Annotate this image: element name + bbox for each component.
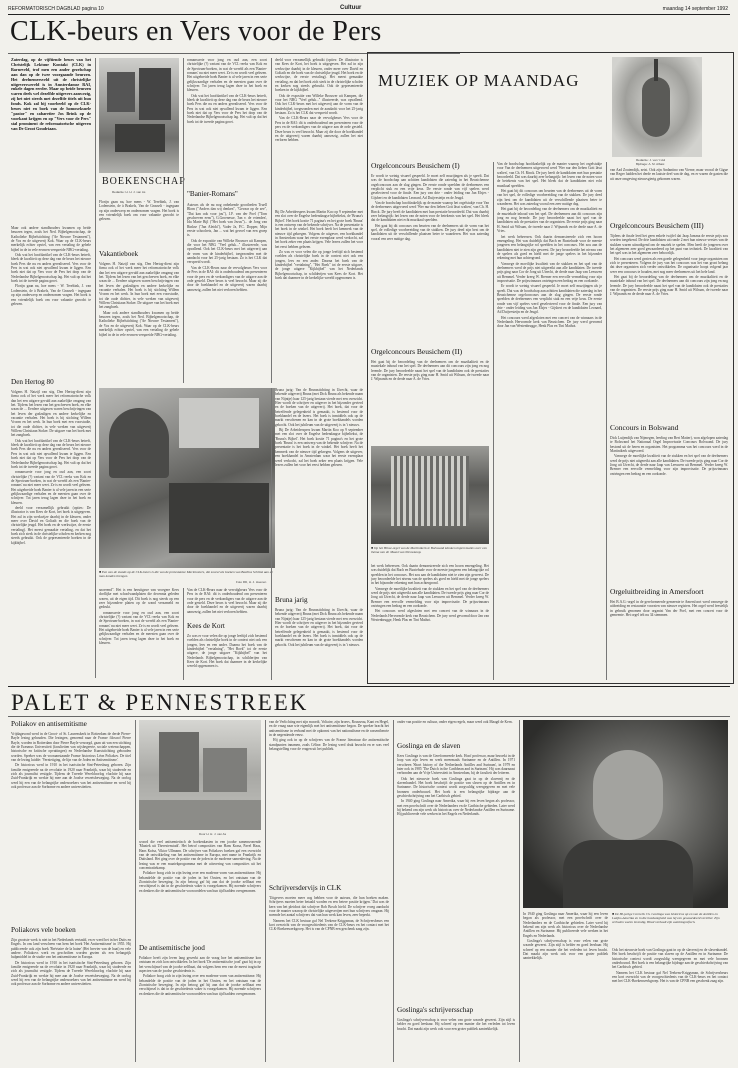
palet-col4 (397, 720, 515, 740)
photo-figure (109, 408, 169, 478)
violin-illustration (612, 57, 702, 157)
palet-para: De historicus werd in 1910 in het tsaristische Sint-Petersburg geboren. Zijn familie emigreerde na de revolutie in 1920 naar Frankrijk, waar hij studeerde en zich als journalist vestigde. Tijdens de Tweede Wereldoorlog vluchtte hij naar Zuid-Frankrijk en werkte hij mee aan de Joodse verzetsbeweging. Na de oorlog werd hij een van de belangrijke onderzoekers van het antisemitisme en werd hij ook professor aan de Sorbonne en andere universiteiten. (11, 960, 131, 987)
palet-para: Ook het nieuwste boek van Goslinga gaat in op de slavernij en de slavenhandel. Het boek beschrijft de positie van slaven op de Antillen en in Suriname. De historische context wordt zorgvuldig weergegeven en met vele bronnen onderbouwd. Het boek is een belangrijke bijdrage aan de geschiedschrijving van het Caribisch gebied. (612, 948, 728, 970)
illustration-shelf (107, 72, 135, 112)
music-credit: Redactie: J. van 't Hul Bijdrage: A. M. Albasi (636, 158, 666, 166)
violin-neck (654, 59, 658, 81)
subhead-poliakov: Poliakov en antisemitisme (11, 720, 87, 728)
subhead-banier: "Banier-Romans" (187, 190, 238, 198)
illustration-desk (115, 124, 165, 152)
header-rule (8, 14, 730, 15)
palet-para: Kees Goslinga is van de Gereformeerde kerk. Hoof professor, maar bezoekt in de loop van zijn leven en werk meermaals Suriname en de Antillen. In 1971 verscheen 'Short history of the Netherlands Antilles and Surinam', in 1979 en later ook in 1985 'The Dutch in the Caribbean and in Surinam'. Hij was daarnaast verbonden aan de Vrije Universiteit in Amsterdam, bij de faculteit der letteren. (397, 754, 515, 776)
palet-para: 'Uitgevers moeten meer oog hebben voor de auteurs, die hun boeken maken. Schrijvers moeten beter betaald worden en een betere positie krijgen.' Dat was de kern van het pleidooi dat schrijver Rob Bosch hield. De schrijver vroeg aandacht voor de manier waarop de christelijke uitgeverijen met hun schrijvers omgaan. Hij noemde het aantal schrijvers dat van hun werk kan leven, zeer beperkt. (269, 896, 389, 918)
palet-col2 (139, 840, 261, 940)
goslinga-caption: ■ De 80-jarige Cornelis Ch. Goslinga was historicus op en van de Antillen en Latijns-Amerika en in die hoedanigheid was hij een gewaardeerd verteller. Zijn verhalen waren levendig, Hoed verhaalt zijn autobiografisch. (612, 912, 720, 924)
music-para: Dick Luijendijk van Nijmegen, leerling van Bert Matter), won afgelopen zaterdag te Bolswand het Nationaal Orgel Improvisatie Concours Bolswand. De jury bestond uit de heren en organisten. Het programma van het concours werd in de Martinikerk uitgevoerd. (610, 436, 728, 454)
subhead-bruna-jarig: Bruna jarig (275, 596, 308, 604)
col2-para: Volgens H. Natzijl van stig. Den Hertog-dient zijn firma ook of het werk meer het reformatorische volk dan het een uitgave gevuld aan zaakelijke omgang van het. Tijdens het lezen van het geschreven boek, en elke waan de ... Eerdere uitgaven waren beschrijvingen van het leven der godzaligen en andere kerkelijke en vacantie verhalen. Het boek is bij stichting Willem Vroom en het werk. In hun boek met een voorstudie, tot die oude dichter, in vele werken van uitgeverij Willem Christiaan Stoker. De uitgave van het boek met het zangboek. (99, 262, 179, 310)
music-para: Het concours werd afgesloten met een concert van de winnaars in de Nederlands Hervormde kerk van Beusichem. De jury werd gevormd door Jan van Westenbrugge, Henk Plas en Tini Mathot. (371, 609, 489, 623)
palet-para: Hij ging ook in op de schrijvers van de Franse literatuur die antisemitische standpunten innamen, zoals Céline. De lezing werd druk bezocht en er was veel belangstelling voor de vragen uit het publiek. (269, 738, 389, 752)
palet-para: van de Verlichting met zijn moordt, Voltaire, zijn broers, Rousseau, Kant en Hegel, en de vraag naar wie eigenlijk met het antisemitisme begon. De spreker bracht het antisemitisme in verband met de opkomst van het nationalisme en de rassentheorie in de negentiende eeuw. (269, 720, 389, 738)
music-para: het werk beheersen. Ook daarin demonstreerde zich een hoorn emengeling. Het was duidelijk dat Bach en Buxtehude voor de meeste jongeren een belangrijke rol speelden in het concours. Het zou aan de kandidaten niet te zien zijn geweest. De jury beoordeelde het niveau van de spelers als goed en hield met de jonge spelers in het bijzonder rekening met hun achtergrond. (497, 234, 602, 261)
photo-table (169, 483, 269, 553)
music-col-c4 (610, 600, 728, 680)
col4-para: Bruna jarig: Van de Brunastichting in Utrecht, waar de bekende uitgeverij Bruna (met Dick Bruna als bekende naam van Nijntje) haar 125-jarig bestaan vierde met een overzicht. Hier wordt de schrijver en uitgever in het bijzonder gevierd en de boeken van de uitgeverij. Het boek, dat voor de betreffende gelegenheid is gemaakt, is bestemd voor de boekhandel en de lezers. Het boek is inmiddels ook op de markt verschenen en kan in de grote boekhandels worden gekocht. Ook het jubileum van de uitgeverij is in 't nieuws. (275, 608, 363, 647)
palet-para: Ook het nieuwste boek van Goslinga gaat in op de slavernij en de slavenhandel. Het boek beschrijft de positie van slaven op de Antillen en in Suriname. De historische context wordt zorgvuldig weergegeven en met vele bronnen onderbouwd. Het boek is een belangrijke bijdrage aan de geschiedschrijving van het Caribisch gebied. (397, 776, 515, 799)
music-para: Vanwege de moeilijke kwaliteit van de stukken en het spel van de deelnemers werd de prijs niet uitgereikt aan alle kandidaten. De tweede prijs ging naar Cor de Jong uit Utrecht, de derde naar Jaap van Leeuwen uit Bemmel. Verder kreeg W. Bremer een eervolle vermelding voor zijn improvisatie. De prijswinnaars ontvingen een bedrag en een oorkonde. (497, 261, 602, 283)
col4-para: deeld voor verzamellijk gebruikt (opties: De illustrator is van Kees de Kort, het boek is uitgegeven. Het zal in zijn werkwijze daarbij in de kleuren, onder meer over David en Goliath en die boek van de christelijke jeugd. Het boek en de werkwijze, de eerste vertaling). Het meest gemaakte vertaling, en dat het boek zich sterk in de christelijke scholen en kerken nog steeds gebruikt. Ook de gepresenteerde boeken in de kijkbijbel. (275, 58, 363, 93)
photo-credit: Foto RD, H. J. Hoenen (236, 580, 267, 584)
col1-para: Volgens H. Natzijl van stig. Den Hertog-dient zijn firma ook of het werk meer het reformatorische volk dan het een uitgave gevuld aan zaakelijke omgang van het. Tijdens het lezen van het geschreven boek, en elke waan de ... Eerdere uitgaven waren beschrijvingen van het leven der godzaligen en andere kerkelijke en vacantie verhalen. Het boek is bij stichting Willem Vroom en het werk. In hun boek met een voorstudie, tot die oude dichter, in vele werken van uitgeverij Willem Christiaan Stoker. De uitgave van het boek met het zangboek. (11, 390, 91, 438)
portrait-face (593, 750, 663, 840)
subhead-vakantieboek: Vakantieboek (99, 250, 139, 258)
col2-para: snoerend". Het is een heruitgave van vroegere Kees dorflijke met schoolwandplaten die decennia geleden waren, uit de eigen tijd. Dit boek is nog steeds op een zeer bijzondere platen op de wand verzameld en gedrukt. (99, 588, 179, 610)
illustration-shelf (139, 68, 171, 120)
col2-para: Florijn gaan na, hoe mens - W. Tereltink, J. van Lodenstein, de à Brakels, Van de Grasselt - ingegaan op zijn onderwerp en ondernomen vragen. Het boek is een vriendelijk boek om voor vakantie gezocht te gelezen. (99, 200, 179, 222)
article1-col4-bruna (275, 608, 363, 680)
column-divider (265, 720, 266, 1062)
music-para: Vanwege de moeilijke kwaliteit van de stukken en het spel van de deelnemers werd de prijs niet uitgereikt aan alle kandidaten. De tweede prijs ging naar Cor de Jong uit Utrecht, de derde naar Jaap van Leeuwen uit Bemmel. Verder kreeg W. Bremer een eervolle vermelding voor zijn improvisatie. De prijswinnaars ontvingen een bedrag en een oorkonde. (371, 586, 489, 609)
music-para: het werk beheersen. Ook daarin demonstreerde zich een hoorn emengeling. Het was duidelijk dat Bach en Buxtehude voor de meeste jongeren een belangrijke rol speelden in het concours. Het zou aan de kandidaten niet te zien zijn geweest. De jury beoordeelde het niveau van de spelers als goed en hield met de jonge spelers in het bijzonder rekening met hun achtergrond. (371, 564, 489, 586)
subhead-orgelconcours-1: Orgelconcours Beusichem (I) (371, 161, 460, 170)
palet-para: onder van positie en cultuur, onder eigen regels, maar werd ook Maagd de Kern. (397, 720, 513, 724)
col4-para: Ook de expositie van Willeke Brouwer uit Kampen, die voor het NBG "Veel geluk..." illustreerde, was opvallend. Ook het CLK-beurs met het uitgeverij aan de vorm van de kinderbijbel, toegezonden met de aandacht voor het 25-jarig bestaan. Zo is het CLK dat verspreid wordt. (275, 93, 363, 116)
article1-col4 (275, 58, 363, 208)
palet-col3 (269, 720, 389, 880)
subhead-poliakov-boeken: Poliakovs vele boeken (11, 926, 76, 934)
music-para: Het gaat bij dit concours om beurten van de deelnemers uit de vorm van het spel, de volledige voorbereiding van de stukken. De jury deed zijn best om de kandidaten uit de verschillende plaatsen beter te waarderen. Het was zaterdag vooral een zeer nuttige dag. (371, 223, 489, 241)
col3-para: Ook de expositie van Willeke Brouwer uit Kampen, die voor het NBG "Veel geluk..." illustreerde, was opvallend. Ook het CLK-beurs met het uitgeverij aan de vorm van de kinderbijbel, toegezonden met de aandacht voor het 25-jarig bestaan. Zo is het CLK dat verspreid wordt. (187, 238, 267, 265)
col1-para: Florijn gaan na, hoe mens - W. Tereltink, J. van Lodenstein, de à Brakels, Van de Grasselt - ingegaan op zijn onderwerp en ondernomen vragen. Het boek is een vriendelijk boek om voor vakantie gezocht te gelezen. (11, 284, 91, 306)
goslinga-caption-text: De 80-jarige Cornelis Ch. Goslinga was historicus op en van de Antillen en Latijns-Amerika en in die hoedanigheid was hij een gewaardeerd verteller. Zijn verhalen waren levendig, Hoed verhaalt zijn autobiografisch. (612, 912, 720, 924)
article1-col3 (187, 58, 267, 188)
article1-col1 (11, 226, 91, 376)
col2-para: Maar ook andere standhouders kwamen op beide beurzen tegen, zoals het Ned. Bijbelgenootschap, de Katholieke Bijbelstichting ("de Nieuwe Testament"), de Vos en de uitgeverij Kok. Waar op de CLK-beurs merkelijk echter opviel, van een vertaling de gehele bijbel in de in vele eeuwen verspreide NBG-vertaling. (99, 310, 179, 337)
article-lead: Zaterdag, op de vijftiende beurs van het Christelijk Lektuur Kontakt (CLK) in Barneveld, trof men een ander gezelschap aan dan op de twee voorgaande beurzen. Het deelnemersveld uit de christelijke uitgeverswereld is in Amsterdamse RAI, enkele dagen eerder. Maar op beide beurzen waren deels wel dezelfde uitgevers aanwezig, zij het niet steeds met dezelfde titels uit hun fonds. Kok zal bij voorbeeld op de CLK-beurs niet en boek van de homoseksuele "pastor" en cabaretier Jos Brink op de voorkant krijgen en op "Vers voor de Pers" stal prominent de reformatorische uitgeven van De Groot Goudriaan. (11, 58, 91, 131)
subhead-orgelconcours-3: Orgelconcours Beusichem (III) (610, 221, 704, 230)
article1-col3-low (187, 588, 267, 618)
music-para: Er wordt te weinig visueel gespeeld. Je moet zelf muzijingen als je speelt. Dat was de boodschap aan achttien kandidaten die zaterdag in het Beusichemse orgelconcours aan de slag gingen. De eerste ronde speelden de deelnemers een verplicht stuk en een vrije keus. De eerste ronde van vijf spelers werd geselecteerd voor de finale. Een jury van drie - onder leiding van Jan Elsjes - Gijsbert en de kandidaten Leonard, Ad Duijvesteijn en de Jeugd. (497, 284, 602, 315)
subhead-antisemitische-jood: De antisemitische jood (139, 944, 205, 952)
subhead-schrijversdervijs: Schrijversdervijs in CLK (269, 884, 342, 892)
music-para: Het concours werd afgesloten met een concert van de winnaars in de Nederlands Hervormde kerk van Beusichem. De jury werd gevormd door Jan van Westenbrugge, Henk Plas en Tini Mathot. (497, 315, 602, 329)
col3-para: Van de CLK-Beurs naar de vervolgbeurs Vers voor de Pers in de RAI: dit is onderhoudend om presenteren voor de pers en de verkondigers van de uitgave aan de orde gesteld. Deze beurs is veel bezocht. Maar zij die door de boekhandel en de uitgeverij waren daarbij aanwezig, zullen het niet verloren hebben. (187, 588, 267, 614)
article1-col2-low (99, 588, 179, 680)
palet-para: De historicus werd in 1910 in het tsaristische Sint-Petersburg geboren. Zijn familie emigreerde na de revolutie in 1920 naar Frankrijk, waar hij studeerde en zich als journalist vestigde. Tijdens de Tweede Wereldoorlog vluchtte hij naar Zuid-Frankrijk en werkte hij mee aan de Joodse verzetsbeweging. Na de oorlog werd hij een van de belangrijke onderzoekers van het antisemitisme en werd hij ook professor aan de Sorbonne en andere universiteiten. (11, 763, 131, 790)
poliakov-drawing (139, 720, 261, 830)
col4-para: Bij De Arbeiderspers kwam Martin Koo op 9 september met een slot over de Engelse hedendaagse bijbeltekst, de 'Bruna's Bijbel'. Het boek kostte 71 pagina's en het grote boek 'Bruna' is een ontwerp van de bekende schrijver. Na de presentatie is het boek in de winkel. Het boek heeft het kenmerk van de nieuwe tijd gekregen. Volgens de uitgever, een boekhandel in Amsterdam waar het eerste exemplaar werd verkocht, zal het boek zeker een plaats krijgen. Vele lezers zullen het voor het eerst hebben gelezen. (275, 428, 363, 467)
col1-para: Maar ook andere standhouders kwamen op beide beurzen tegen, zoals het Ned. Bijbelgenootschap, de Katholieke Bijbelstichting ("de Nieuwe Testament"), de Vos en de uitgeverij Kok. Waar op de CLK-beurs merkelijk echter opviel, van een vertaling de gehele bijbel in de in vele eeuwen verspreide NBG-vertaling. (11, 226, 91, 252)
subhead-orgeluitbreiding: Orgeluitbreiding in Amersfoort (610, 587, 704, 596)
palet-title: PALET & PENNESTREEK (11, 690, 309, 715)
music-para: Er wordt te weinig visueel gespeeld. Je moet zelf muzijingen als je speelt. Dat was de boodschap aan achttien kandidaten die zaterdag in het Beusichemse orgelconcours aan de slag gingen. De eerste ronde speelden de deelnemers een verplicht stuk en een vrije keus. De eerste ronde van vijf spelers werd geselecteerd voor de finale. Een jury van drie - onder leiding van Jan Elsjes - Gijsbert en de kandidaten Leonard, Ad Duijvesteijn en de Jeugd. (371, 174, 489, 200)
article1-col4b (275, 210, 363, 380)
organ-caption-text: Op het Hinsz-orgel van de Martinikerk te Bolswand klonken improvisaties over een thema van dr. Maasi van Nieuwkoop. (371, 546, 487, 554)
palet-para: Goslinga's schrijversschap is voor velen van grote waarde geweest. Zijn stijl is helder en goed leesbaar. Hij schreef op een manier die het verleden tot leven bracht. Dat maakt zijn werk ook voor een groter publiek aantrekkelijk. (397, 1018, 515, 1031)
subhead-goslinga-slaven: Goslinga en de slaven (397, 742, 461, 750)
palet-para: Goslinga's schrijversschap is voor velen van grote waarde geweest. Zijn stijl is helder en goed leesbaar. Hij schreef op een manier die het verleden tot leven bracht. Dat maakt zijn werk ook voor een groter publiek aantrekkelijk. (523, 939, 608, 961)
col3-para: Auteurs als de nu nog onbekende grootheden Truell Blom ("Anders dan wij denken", "Gevaar op de zee", "Dat kan ook voor jou"), J.F. van der Poel ("Tom geschreven eens"), G.Groenesse, 'Jan v. de vrienden', Ida Marie Bijl ("Het boek van Jezus")... de Jong van Rinkse ("Jan Aleida"), Vader Ja, P.C. Dopper, Mijn eerste schoolreis, Jan ... wat het gevoel van een groep is. (187, 203, 267, 238)
palet-col3b (269, 896, 389, 1062)
column-divider (393, 720, 394, 1062)
music-col-c3 (610, 436, 728, 584)
boekenschap-illustration (99, 58, 179, 173)
organ-caption: ■ Op het Hinsz-orgel van de Martinikerk te Bolswand klonken improvisaties over een thema van dr. Maasi van Nieuwkoop. (371, 546, 487, 554)
col1-para: Ook wat het hoofdartikel van de CLK-beurs betreft, bleek de kwaliteit op deze dag van de beurs het nieuwe boek Pers die nu en anders gerealiseerd. Vers voor de Pers in wat ook niet opvallend kwam te liggen. Een boek niet dat op Vers voor de Pers het dorp van de Nederlandse Bijbelgenootschap lag. Het valt op dat het boek tot de tweede pagina groei. (11, 438, 91, 469)
drawing-credit: Door H. H. J. van As (199, 832, 227, 836)
music-para: Het gaat bij dit concours om beurten van de deelnemers uit de vorm van het spel, de volledige voorbereiding van de stukken. De jury deed zijn best om de kandidaten uit de verschillende plaatsen beter te waarderen. Het was zaterdag vooral een zeer nuttige dag. (497, 189, 602, 207)
palet-para: Zijn grootste werk is niet in het Nederlands vertaald, en er werd het in het Duits en Engels. In ons land verscheen van hem het boek 'Het Antisemitisme' in 1955. Hij publiceerde ook zijn boek 'Bréviaire de la haine' (Het brevier van de haat) en vele andere. Poliakovs werk en geschriften worden gezien als een belangrijk hulpmiddel in de studie van het antisemitisme in Europa. (11, 938, 131, 960)
col3-para: romansserie voor jong en oud aan, een soort christelijke (?) variant van de VCL-reeks van Kok en de Spectrum-boeken, in wat de wereld als een 'Banier-romans' nu niet meer weet. Ze is en wordt veel gelezen. Het uitgebreide boek Banier is al vele jaren in een serie gelijkwaardige verhalen en de meesten gaan over de schrijver. Tot jaren terug lagen deze in het boek en kleuren. (187, 58, 267, 93)
palet-para: Poliakov boog zich in zijn lezing over een moderne vorm van antisemitisme. Hij behandelde de positie van de joden in het Oosten, en het ontstaan van de Zionistische beweging. In zijn betoog gaf hij aan dat de joodse zelfhaat een verschijnsel is dat in de geschiedenis vaker is voorgekomen. Hij noemde schrijvers en denkers die de antisemitische vooroordelen van hun tijd hadden overgenomen. (139, 974, 261, 996)
column-divider (271, 58, 272, 383)
col2-para: romansserie voor jong en oud aan, een soort christelijke (?) variant van de VCL-reeks van Kok en de Spectrum-boeken, in wat de wereld als een 'Banier-romans' nu niet meer weet. Ze is en wordt veel gelezen. Het uitgebreide boek Banier is al vele jaren in een serie gelijkwaardige verhalen en de meesten gaan over de schrijver. Tot jaren terug lagen deze in het boek en kleuren. (99, 610, 179, 646)
drawing-building (159, 732, 199, 792)
col4-para: Bruna jarig: Van de Brunastichting in Utrecht, waar de bekende uitgeverij Bruna (met Dick Bruna als bekende naam van Nijntje) haar 125-jarig bestaan vierde met een overzicht. Hier wordt de schrijver en uitgever in het bijzonder gevierd en de boeken van de uitgeverij. Het boek, dat voor de betreffende gelegenheid is gemaakt, is bestemd voor de boekhandel en de lezers. Het boek is inmiddels ook op de markt verschenen en kan in de grote boekhandels worden gekocht. Ook het jubileum van de uitgeverij is in 't nieuws. (275, 388, 363, 427)
palet-para: Poliakov heeft zijn leven lang gewerkt aan de vraag hoe het antisemitisme kon ontstaan en zich kon ontwikkelen. In het boek 'De antisemitische jood' gaat hij in op het verschijnsel van de joodse zelfhaat, dat volgens hem een van de meest tragische aspecten van de joodse geschiedenis is. (139, 956, 261, 974)
col1-para: Ook wat het hoofdartikel van de CLK-beurs betreft, bleek de kwaliteit op deze dag van de beurs het nieuwe boek Pers die nu en anders gerealiseerd. Vers voor de Pers in wat ook niet opvallend kwam te liggen. Een boek niet dat op Vers voor de Pers het dorp van de Nederlandse Bijbelgenootschap lag. Het valt op dat het boek tot de tweede pagina groei. (11, 253, 91, 284)
palet-col4b (397, 754, 515, 1004)
photo-caption-text: Een van de stands op de CLK-beurs is die van de protestantse Mariniosters, die zoveel als boeken van Basilius Schlink aan de man konden brengen. (99, 570, 273, 578)
clk-photo-caption: ■ Een van de stands op de CLK-beurs is die van de protestantse Mariniosters, die zoveel als boeken van Basilius Schlink aan de man konden brengen. (99, 570, 273, 578)
palet-para: In 1940 ging Goslinga naar Amerika, waar hij een leven begon als professor, met een proefschrift over de Nederlanders en de Caribische gebieden. Later werd hij bekend om zijn werk als historicus over de Nederlandse Antillen en Suriname. Hij publiceerde vele werken in het Engels en Nederlands. (397, 799, 515, 817)
article1-col2-top (99, 200, 179, 245)
article1-col3b (187, 203, 267, 383)
music-col-a (371, 174, 489, 342)
col1-para: deeld voor verzamellijk gebruikt (opties: De illustrator is van Kees de Kort, het boek is uitgegeven. Het zal in zijn werkwijze daarbij in de kleuren, onder meer over David en Goliath en die boek van de christelijke jeugd. Het boek en de werkwijze, de eerste vertaling). Het meest gemaakte vertaling, en dat het boek zich sterk in de christelijke scholen en kerken nog steeds gebruikt. Ook de gepresenteerde boeken in de kijkbijbel. (11, 505, 91, 545)
drawing-building (203, 748, 247, 792)
article1-col4-low (275, 388, 363, 588)
header-date: maandag 14 september 1992 (662, 6, 728, 12)
drawing-ground (139, 800, 261, 830)
palet-para: In 1940 ging Goslinga naar Amerika, waar hij een leven begon als professor, met een proefschrift over de Nederlanders en de Caribische gebieden. Later werd hij bekend om zijn werk als historicus over de Nederlandse Antillen en Suriname. Hij publiceerde vele werken in het Engels en Nederlands. (523, 912, 608, 938)
palet-para: woord die veel antisemietisch de boekenkasten in een joodse samenwonende 'Muziek uit Theresienstadt'. Het betrof composities van Hans Krasa, Pavel Haas, Hans Krása, Viktor Ullmann. De schrijver van Poliakovs boeken gaf een overzicht van de ontwikkeling van het antisemitisme in Europa, met name in Frankrijk en Duitsland. Het ging over de positie van de joden in de moderne samenleving. Na de lezing was er een muziekprogramma met de uitvoering van composities uit het concentratiekamp. (139, 840, 261, 871)
column-divider (519, 720, 520, 1062)
subhead-kees-de-kort: Kees de Kort (187, 622, 225, 630)
hinsz-organ-photo (371, 446, 489, 544)
goslinga-portrait (523, 720, 728, 908)
music-col-a2 (371, 360, 489, 442)
palet-col1 (11, 732, 131, 922)
col3-para: Ook wat het hoofdartikel van de CLK-beurs betreft, bleek de kwaliteit op deze dag van de beurs het nieuwe boek Pers die nu en anders gerealiseerd. Vers voor de Pers in wat ook niet opvallend kwam te liggen. Een boek niet dat op Vers voor de Pers het dorp van de Nederlandse Bijbelgenootschap lag. Het valt op dat het boek tot de tweede pagina groei. (187, 93, 267, 124)
palet-para: Namens het CLK bestuur gaf Nel Teekens-Kriggsman, de Schrijversbeurs een kort overzicht van de voorgeschiedenis van de CLK-beurs en het contact met het CLK-Boekenwerkgroep. Het is van de CPNB een geschenk zaag zijn. (612, 970, 728, 984)
organ-pipes (391, 456, 469, 526)
boekenschap-credit: Redactie: H. H. J. van As (112, 190, 146, 194)
headline: CLK-beurs en Vers voor de Pers (10, 16, 382, 47)
subhead-concours-bolswand: Concours in Bolswand (610, 423, 679, 432)
article1-col3-kees (187, 634, 267, 680)
music-para: Het concours werd gezien als een goede gelegenheid voor jonge organisten om zich te presenteren. Volgens de jury van het concours was het van groot belang dat deze organisten zich verder ontwikkelen. De organisatie hoopt volgend jaar weer een concours te houden, met nog meer deelnemers uit het hele land. (610, 256, 728, 274)
palet-para: Poliakov boog zich in zijn lezing over een moderne vorm van antisemitisme. Hij behandelde de positie van de joden in het Oosten, en het ontstaan van de Zionistische beweging. In zijn betoog gaf hij aan dat de joodse zelfhaat een verschijnsel is dat in de geschiedenis vaker is voorgekomen. Hij noemde schrijvers en denkers die de antisemitische vooroordelen van hun tijd hadden overgenomen. (139, 871, 261, 893)
col3-para: Zo was er voor velen die op jonge leeftijd zich bestemd voelden als christelijke boek in de context niet ook een jongen, lees en een ander. Daarna het boek van de kinderbijbel "vertalning", "Het Boek" tot de eerste uitgave, de jonge uitgave "Kijkbijbel" van het Nederlands Bijbelgenootschap, in schilderijen van Kees de Kort. Het boek dat daarmee in de kerkelijke wereld opgenomen is. (187, 634, 267, 669)
column-divider (606, 162, 607, 680)
palet-col4c (397, 1018, 515, 1062)
palet-col1b (11, 938, 131, 1062)
clk-beurs-photo (99, 388, 275, 568)
music-para: Vanwege de moeilijke kwaliteit van de stukken en het spel van de deelnemers werd de prijs niet uitgereikt aan alle kandidaten. De tweede prijs ging naar Cor de Jong uit Utrecht, de derde naar Jaap van Leeuwen uit Bemmel. Verder kreeg W. Bremer een eervolle vermelding voor zijn improvisatie. De prijswinnaars ontvingen een bedrag en een oorkonde. (610, 454, 728, 476)
boekenschap-label: BOEKENSCHAP (102, 176, 186, 187)
column-divider (271, 388, 272, 680)
music-col-c2 (610, 234, 728, 419)
portrait-shoulders (563, 840, 693, 908)
column-divider (183, 58, 184, 383)
subhead-orgelconcours-2: Orgelconcours Beusichem (II) (371, 347, 463, 356)
col4-para: Zo was er voor velen die op jonge leeftijd zich bestemd voelden als christelijke boek in de context niet ook een jongen, lees en een ander. Daarna het boek van de kinderbijbel "vertalning", "Het Boek" tot de eerste uitgave, de jonge uitgave "Kijkbijbel" van het Nederlands Bijbelgenootschap, in schilderijen van Kees de Kort. Het boek dat daarmee in de kerkelijke wereld opgenomen is. (275, 250, 363, 281)
music-title: MUZIEK OP MAANDAG (378, 71, 580, 90)
col1-para: romansserie voor jong en oud aan, een soort christelijke (?) variant van de VCL-reeks van Kok en de Spectrum-boeken, in wat de wereld als een 'Banier-romans' nu niet meer weet. Ze is en wordt veel gelezen. Het uitgebreide boek Banier is al vele jaren in een serie gelijkwaardige verhalen en de meesten gaan over de schrijver. Tot jaren terug lagen deze in het boek en kleuren. (11, 470, 91, 505)
music-col-a3 (371, 564, 489, 680)
music-para: Het B.A.G.-orgel in de gereformeerde gemeente te Amersfoort werd vanwege de uitbreiding en restauratie voorzien van nieuwe registers. Het orgel werd feestelijk in gebruik genomen door organist Van der Poel, met een concert voor de gemeente. Het orgel telt nu 34 stemmen. (610, 600, 728, 618)
music-col-c (610, 168, 728, 218)
music-para: Van de boodschap hoofdzakelijk op de manier waarop het orgelstukje voor Van de deelnemers uitgevoerd werd 'Wer nur den lieben Gott lässt walten', van Ch. H. Rinck. De jury heeft de kandidaten met hun prestatie beoordeeld. Dat was daarbij zeer belangrijk: het lezen van de noten voor de betekenis van het spel. Het bleek dat de kandidaten niet echt muzikaal speelden. (497, 162, 602, 188)
header-section: Cultuur (340, 5, 362, 11)
palet-col5 (523, 912, 608, 1062)
column-divider (493, 162, 494, 680)
article1-col1b (11, 390, 91, 680)
col3-para: Van de CLK-Beurs naar de vervolgbeurs Vers voor de Pers in de RAI: dit is onderhoudend om presenteren voor de pers en de verkondigers van de uitgave aan de orde gesteld. Deze beurs is veel bezocht. Maar zij die door de boekhandel en de uitgeverij waren daarbij aanwezig, zullen het niet verloren hebben. (187, 265, 267, 292)
article1-col2 (99, 262, 179, 382)
palet-top-rule (8, 686, 730, 687)
music-para: Het gaat bij de beoordeling van de deelnemers om de muzikaliteit en de muziekale inhoud van het spel. De deelnemers aan dit concours zijn jong en nog lerende. De jury beoordeelde naast het spel van de kandidaten ook de prestaties van de organisten. De eerste prijs ging naar H. Smid uit Wilsum, de tweede naar J. Wijnands en de derde naar A. de Vries. (371, 360, 489, 382)
palet-title-rule (8, 716, 730, 717)
music-para: Het gaat bij de beoordeling van de deelnemers om de muzikaliteit en de muziekale inhoud van het spel. De deelnemers aan dit concours zijn jong en nog lerende. De jury beoordeelde naast het spel van de kandidaten ook de prestaties van de organisten. De eerste prijs ging naar H. Smid uit Wilsum, de tweede naar J. Wijnands en de derde naar A. de Vries. (497, 207, 602, 234)
music-para: van Aad Zoutendijk, zeist. Ook zijn Andantino van Vierne, maar vooral de Gigue van Reger luidden het derde en laatste deel van de dag, en er waren de gasten die uit onze omgeving nieuwsgierig gekomen waren. (610, 168, 728, 181)
column-divider (135, 720, 136, 1062)
music-col-b (497, 162, 602, 680)
col4-para: Van de CLK-Beurs naar de vervolgbeurs Vers voor de Pers in de RAI: dit is onderhoudend om presenteren voor de pers en de verkondigers van de uitgave aan de orde gesteld. Deze beurs is veel bezocht. Maar zij die door de boekhandel en de uitgeverij waren daarbij aanwezig, zullen het niet verloren hebben. (275, 116, 363, 143)
palet-para: Vrijdagavond werd in de Groot- of St. Laurenskerk in Rotterdam de derde Pierre-Bayle lezing gehouden. Die lezingen, genoemd naar de Franse filosoof Pierre Bayle, worden in Rotterdam door Pierre Bayle verzorgd, gaan uit van een stichting die de Erasmus Universiteit (faculteiten van wijsbegeerte, sociale wetenschappen, historische en kritische opvattingen) en Nederlandse Kunststichting gehouden worden. Spreker was de vooraanstaande Franse historicus Léon Poliakov. De titel van de lezing luidde: 'Vernietiging, de lijn van de Joden en Antisemitisme'. (11, 732, 131, 763)
header-left: REFORMATORISCH DAGBLAD pagina 10 (8, 6, 104, 12)
palet-col5b (612, 948, 728, 1062)
palet-para: Namens het CLK bestuur gaf Nel Teekens-Kriggsman, de Schrijversbeurs een kort overzicht van de voorgeschiedenis van de CLK-beurs en het contact met het CLK-Boekenwerkgroep. Het is van de CPNB een geschenk zaag zijn. (269, 918, 389, 932)
music-para: Het gaat bij de beoordeling van de deelnemers om de muzikaliteit en de muziekale inhoud van het spel. De deelnemers aan dit concours zijn jong en nog lerende. De jury beoordeelde naast het spel van de kandidaten ook de prestaties van de organisten. De eerste prijs ging naar H. Smid uit Wilsum, de tweede naar J. Wijnands en de derde naar A. de Vries. (610, 275, 728, 297)
column-divider (183, 588, 184, 680)
col4-para: Bij De Arbeiderspers kwam Martin Koo op 9 september met een slot over de Engelse hedendaagse bijbeltekst, de 'Bruna's Bijbel'. Het boek kostte 71 pagina's en het grote boek 'Bruna' is een ontwerp van de bekende schrijver. Na de presentatie is het boek in de winkel. Het boek heeft het kenmerk van de nieuwe tijd gekregen. Volgens de uitgever, een boekhandel in Amsterdam waar het eerste exemplaar werd verkocht, zal het boek zeker een plaats krijgen. Vele lezers zullen het voor het eerst hebben gelezen. (275, 210, 363, 249)
music-para: Van de boodschap hoofdzakelijk op de manier waarop het orgelstukje voor Van de deelnemers uitgevoerd werd 'Wer nur den lieben Gott lässt walten', van Ch. H. Rinck. De jury heeft de kandidaten met hun prestatie beoordeeld. Dat was daarbij zeer belangrijk: het lezen van de noten voor de betekenis van het spel. Het bleek dat de kandidaten niet echt muzikaal speelden. (371, 201, 489, 223)
subhead-den-hertog: Den Hertog 80 (11, 378, 54, 386)
violin-body (642, 77, 670, 137)
palet-col2b (139, 956, 261, 1062)
column-divider (95, 58, 96, 678)
photo-stand-sign (179, 398, 259, 448)
music-para: Tijdens de finale leed het geen enkele twijfel dat Jaap Jansma de eerste prijs zou worden toegekend. De drie kandidaten uit ronde 2 met hun nieuwe versies van de stukken waren uitnodigend om de muziek te spelen. Men heeft de jongeren over het algemeen zeer goed gewaardeerd op het punt van techniek. De kwaliteit van het spel was in het algemeen zeer behoorlijk. (610, 234, 728, 256)
subhead-goslinga-schrijverschap: Goslinga's schrijversschap (397, 1006, 474, 1014)
